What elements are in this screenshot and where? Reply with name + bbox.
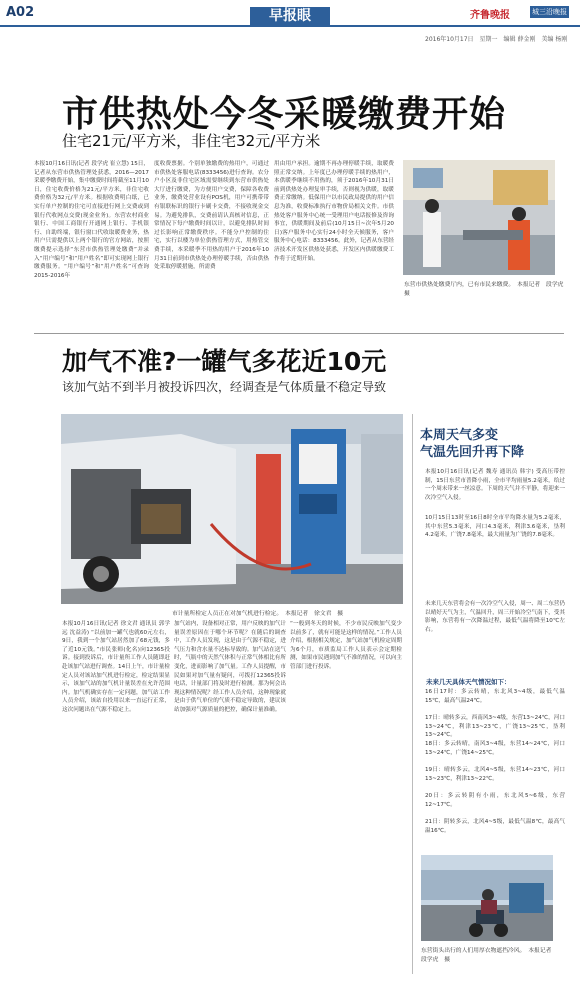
story2-subheadline: 该加气站不到半月被投诉四次，经调查是气体质量不稳定导致	[62, 380, 387, 394]
story2-column-1: 本报10月16日讯(记者 徐文君 通讯员 郭学远 沈益涛) “以前加一罐气也就60元左右，9日，我到一个加气站居然加了68元钱，多了近10元钱。”市民张师(化名)向12365投诉。接到投诉后，市计量所工作人员随即赶赴该加气站进行调查。14日上午，市计量检定人员对该站加气机进行检定，检定结果显示，该加气站的加气机计量误差在允许范围内。加气机确实存在一定问题，加气站工作人员介绍，该站自投用以来一直运行正常，这次问题出在气源不稳定上。	[62, 621, 170, 713]
story2-photo-caption: 市计量所检定人员正在对加气机进行检定。 本报记者 徐文君 摄	[172, 611, 344, 617]
weather-section-head: 未来几天具体天气情况如下：	[426, 678, 511, 686]
paper-tag: 城三沿晚报	[532, 8, 567, 16]
story1-photo	[403, 160, 555, 275]
weather-photo	[421, 855, 553, 941]
forecast-day: 16日17时：多云转晴，东北风3~4级，最低气温15℃，最高气温24℃。	[425, 689, 565, 704]
story1-photo-caption: 东营市供热处缴费厅内，已有市民来缴费。 本报记者 段学虎 摄	[404, 282, 570, 297]
story2-photo	[61, 414, 403, 604]
story1-column-2: 度收费票据。个别单独缴费的热用户，可通过市供热处客服电话(8333456)进行查询。农分户小区及非住宅区域需要继续到东营市供热处大厅进行缴费，为方便用户交费，保障各收费业务，缴费处营业设有POS机，用户可携带带有银联标识的银行卡刷卡交费，不接收现金交易。为避免排队，交费前请认真核对信息，正常情况下每户缴费时间以计，以避免排队时间过长影响正常缴费秩序。不能分户控制的住宅，实行以楼为单位供热管理方式，用热管交费手续，本采暖季不用热的用户于2016年10月31日前到市供热处办理停暖手续，否由供热处采取停暖措施，所需费	[154, 161, 269, 271]
page-number: A02	[6, 5, 35, 20]
weather-headline-line1: 本周天气多变	[420, 428, 499, 443]
forecast-day: 18日：多云转晴，南风3~4级，东营14~24℃，河口13~24℃，广饶14~25℃。	[425, 741, 565, 756]
weather-headline-line2: 气温先回升再下降	[420, 445, 525, 460]
forecast-day: 20日：多云转阴有小雨，东北风5~6级，东营12~17℃。	[425, 793, 565, 808]
story1-subheadline: 住宅21元/平方米，非住宅32元/平方米	[62, 132, 321, 150]
weather-photo-caption: 东营街头出行的人们用厚衣物遮挡冷风。 本报记者 段学虎 摄	[421, 948, 558, 963]
weather-forecast-list	[425, 688, 565, 844]
weather-headline	[420, 427, 570, 461]
page-meta: 2016年10月17日 星期一 编辑 薛金刚 美编 杨刚	[425, 36, 568, 43]
story2-column-2: 加气站内，设备相对正常，用户反映的加气计量误差原因在于哪个环节呢？在随后的调查中，工作人员发现，这是由于气源不稳定，进气压力和含水量不达标导致的。加气站在送气时，气瓶中的天然气体积与正常气体相比有所变化，进而影响了加气量。工作人员提醒，市民如果对加气量有疑问，可拨打12365投诉电话，计量部门将及时进行检测。那为何会出现这种情况呢？经工作人员介绍，这种现象就是由于供气单位的气质不稳定导致的，建议该站加强对气源质量的把控，确保计量准确。	[174, 621, 286, 713]
story1-headline: 市供热处今冬采暖缴费开始	[62, 94, 507, 135]
weather-para-2: 10月15日13时至16日8时全市平均降水量为5.2毫米，其中东营5.3毫米，河口4.3毫米，利津3.6毫米，垦利4.2毫米，广饶7.8毫米，最大雨量为广饶的7.8毫米。	[425, 515, 565, 539]
forecast-day: 19日：晴转多云，北风4~5级，东营14~23℃，河口13~23℃，利津13~22℃。	[425, 767, 565, 782]
forecast-day: 21日：阴转多云，北风4~5级，最低气温8℃，最高气温16℃。	[425, 819, 565, 834]
story-divider	[34, 333, 564, 334]
story1-column-3: 用由用户承担。逾期不再办理停暖手续，取暖费照正常交纳。上年度已办理停暖手续的热用户，本供暖季继续不用热的，须于2016年10月31日前到供热处办理复审手续，否则视为供暖，取暖费正常缴纳。低保用户以市民政局提供的用户信息为准，收费标准执行市物价局相关文件。市供热处客户服务中心统一受理用户电话报修及咨询事宜，供暖期间及前后(10月15日~次年5月20日)客户服务中心实行24小时全天候服务，客户服务中心电话：8333456。此外，记者从东营经济技术开发区供热处获悉，开发区内供暖缴费工作将于近期开始。	[274, 161, 394, 262]
weather-para-1: 本报10月16日讯(记者 魏寿 通讯员 韩宇) 受高压带控制，15日东营市普降小雨，全市平均雨量5.2毫米，给过一个周末带来一丝凉意。下周的天气并不平静，将迎来一次冷空气入侵。	[425, 469, 565, 501]
section-title: 早报眼	[250, 7, 330, 25]
story2-headline: 加气不准?一罐气多花近10元	[62, 347, 387, 376]
story1-column-1: 本报10月16日讯(记者 段学虎 崔立慧) 15日，记者从东营市供热管理处获悉，2016—2017采暖季缴费开始，集中缴费时间将截至11月10日，住宅收费价格为21元/平方米，非住宅收费价格为32元/平方米。根据收费明白纸，已实行单户控制的住宅可直接进行网上交费或到银行代收网点交费(现金业务)。东营农村商业银行、中国工商银行开通网上银行、手机银行、自助终端，银行窗口代收取暖费业务，热用户只需提供以上两个银行的官方网站，按照缴费提示选择“东营市供热管理处缴费”并录入“用户编号”和“用户姓名”即可实现网上银行缴费服务。“用户编号”和“用户姓名”可查询2015-2016年	[34, 161, 149, 279]
header-rule	[0, 25, 580, 27]
weather-para-3: 未来几天东营将会有一次冷空气入侵，周一、周二东营仍以晴好天气为主，气温回升，周三开始冷空气南下，受其影响，东营将有一次降温过程，最低气温将降至10℃左右。	[425, 601, 565, 633]
story2-column-3: “一般到冬天的时候，不少市民反映加气变少以前多了，就有可能是这样的情况。”工作人员介绍，根据相关规定，加气站加气机检定周期为6个月，市质监局工作人员表示会定期检测，如果市民遇到加气不准的情况，可以向主管部门进行投诉。	[290, 621, 402, 670]
paper-logo: 齐鲁晚报	[470, 10, 510, 21]
sidebar-divider	[412, 414, 413, 974]
forecast-day: 17日：晴转多云，西南风3~4级，东营13~24℃，河口13~24℃，利津13~23℃，广饶13~25℃，垦利13~24℃。	[425, 715, 565, 739]
